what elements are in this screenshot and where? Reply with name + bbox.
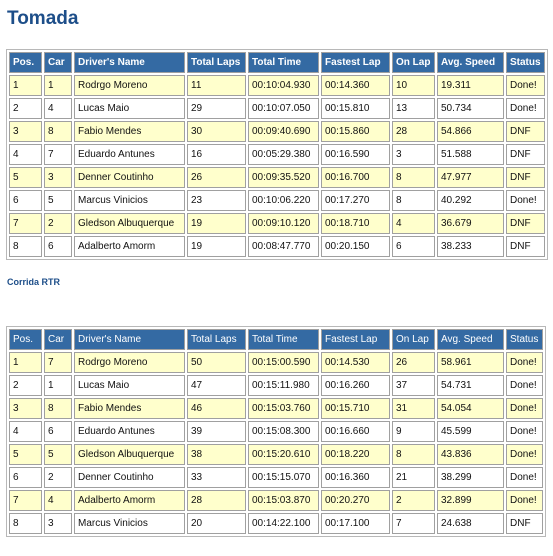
cell-car: 1 <box>44 75 72 96</box>
cell-status: Done! <box>506 352 543 373</box>
table-row <box>9 98 545 119</box>
column-header-car: Car <box>44 329 72 350</box>
cell-total-laps: 11 <box>187 75 246 96</box>
cell-status: Done! <box>506 75 545 96</box>
cell-status: Done! <box>506 467 543 488</box>
column-header-car: Car <box>44 52 72 73</box>
cell-driver-name: Adalberto Amorm <box>74 236 185 257</box>
cell-avg-speed: 58.961 <box>437 352 504 373</box>
table-row <box>9 236 545 257</box>
cell-total-time: 00:15:03.760 <box>248 398 319 419</box>
cell-total-time: 00:14:22.100 <box>248 513 319 534</box>
column-header-fastest-lap: Fastest Lap <box>321 52 390 73</box>
cell-total-time: 00:05:29.380 <box>248 144 319 165</box>
cell-total-time: 00:15:20.610 <box>248 444 319 465</box>
column-header-status: Status <box>506 329 543 350</box>
cell-driver-name: Denner Coutinho <box>74 467 185 488</box>
table-row <box>9 467 543 488</box>
table-row <box>9 121 545 142</box>
cell-total-laps: 38 <box>187 444 246 465</box>
cell-avg-speed: 51.588 <box>437 144 504 165</box>
cell-fastest-lap: 00:14.360 <box>321 75 390 96</box>
cell-driver-name: Marcus Vinicios <box>74 190 185 211</box>
cell-total-time: 00:15:03.870 <box>248 490 319 511</box>
cell-car: 8 <box>44 398 72 419</box>
cell-avg-speed: 36.679 <box>437 213 504 234</box>
cell-avg-speed: 32.899 <box>437 490 504 511</box>
cell-driver-name: Gledson Albuquerque <box>74 444 185 465</box>
cell-avg-speed: 54.731 <box>437 375 504 396</box>
cell-avg-speed: 38.299 <box>437 467 504 488</box>
cell-pos: 4 <box>9 421 42 442</box>
cell-total-laps: 19 <box>187 213 246 234</box>
cell-on-lap: 28 <box>392 121 435 142</box>
cell-driver-name: Eduardo Antunes <box>74 421 185 442</box>
cell-driver-name: Eduardo Antunes <box>74 144 185 165</box>
race-section-title: Corrida RTR <box>7 277 61 287</box>
table-row <box>9 421 543 442</box>
table-row <box>9 213 545 234</box>
cell-on-lap: 8 <box>392 190 435 211</box>
cell-car: 8 <box>44 121 72 142</box>
cell-driver-name: Rodrgo Moreno <box>74 75 185 96</box>
cell-avg-speed: 47.977 <box>437 167 504 188</box>
cell-on-lap: 31 <box>392 398 435 419</box>
table-row <box>9 513 543 534</box>
cell-status: DNF <box>506 167 545 188</box>
cell-pos: 1 <box>9 352 42 373</box>
table-row <box>9 375 543 396</box>
cell-fastest-lap: 00:16.660 <box>321 421 390 442</box>
cell-on-lap: 26 <box>392 352 435 373</box>
cell-driver-name: Gledson Albuquerque <box>74 213 185 234</box>
cell-car: 5 <box>44 190 72 211</box>
cell-pos: 3 <box>9 121 42 142</box>
column-header-pos: Pos. <box>9 329 42 350</box>
cell-on-lap: 2 <box>392 490 435 511</box>
table-row <box>9 444 543 465</box>
cell-car: 2 <box>44 213 72 234</box>
table-row <box>9 167 545 188</box>
cell-avg-speed: 45.599 <box>437 421 504 442</box>
cell-status: DNF <box>506 213 545 234</box>
cell-fastest-lap: 00:20.150 <box>321 236 390 257</box>
column-header-on-lap: On Lap <box>392 52 435 73</box>
cell-on-lap: 3 <box>392 144 435 165</box>
cell-on-lap: 13 <box>392 98 435 119</box>
cell-total-time: 00:09:40.690 <box>248 121 319 142</box>
cell-car: 1 <box>44 375 72 396</box>
cell-pos: 5 <box>9 444 42 465</box>
cell-on-lap: 21 <box>392 467 435 488</box>
table-header-row <box>9 52 545 73</box>
cell-pos: 7 <box>9 213 42 234</box>
cell-total-time: 00:15:08.300 <box>248 421 319 442</box>
column-header-status: Status <box>506 52 545 73</box>
cell-total-laps: 28 <box>187 490 246 511</box>
cell-fastest-lap: 00:15.810 <box>321 98 390 119</box>
cell-total-laps: 33 <box>187 467 246 488</box>
cell-car: 6 <box>44 421 72 442</box>
cell-avg-speed: 38.233 <box>437 236 504 257</box>
cell-total-time: 00:15:00.590 <box>248 352 319 373</box>
cell-driver-name: Lucas Maio <box>74 98 185 119</box>
cell-total-time: 00:09:10.120 <box>248 213 319 234</box>
cell-car: 3 <box>44 167 72 188</box>
column-header-avg-speed: Avg. Speed <box>437 329 504 350</box>
cell-total-laps: 16 <box>187 144 246 165</box>
cell-status: DNF <box>506 144 545 165</box>
column-header-fastest-lap: Fastest Lap <box>321 329 390 350</box>
cell-driver-name: Adalberto Amorm <box>74 490 185 511</box>
page-title: Tomada <box>7 8 79 29</box>
cell-status: Done! <box>506 398 543 419</box>
cell-on-lap: 4 <box>392 213 435 234</box>
cell-driver-name: Denner Coutinho <box>74 167 185 188</box>
cell-pos: 6 <box>9 190 42 211</box>
cell-fastest-lap: 00:15.860 <box>321 121 390 142</box>
table-row <box>9 144 545 165</box>
cell-status: Done! <box>506 490 543 511</box>
cell-on-lap: 8 <box>392 444 435 465</box>
cell-status: Done! <box>506 444 543 465</box>
cell-fastest-lap: 00:18.220 <box>321 444 390 465</box>
cell-total-laps: 20 <box>187 513 246 534</box>
cell-total-laps: 19 <box>187 236 246 257</box>
cell-total-time: 00:09:35.520 <box>248 167 319 188</box>
cell-total-laps: 47 <box>187 375 246 396</box>
race-results-table <box>6 326 546 537</box>
cell-avg-speed: 24.638 <box>437 513 504 534</box>
cell-car: 5 <box>44 444 72 465</box>
cell-on-lap: 8 <box>392 167 435 188</box>
cell-car: 3 <box>44 513 72 534</box>
column-header-total-laps: Total Laps <box>187 52 246 73</box>
cell-total-laps: 46 <box>187 398 246 419</box>
cell-total-time: 00:08:47.770 <box>248 236 319 257</box>
cell-status: DNF <box>506 121 545 142</box>
cell-total-laps: 29 <box>187 98 246 119</box>
cell-on-lap: 6 <box>392 236 435 257</box>
column-header-pos: Pos. <box>9 52 42 73</box>
cell-fastest-lap: 00:20.270 <box>321 490 390 511</box>
column-header-driver-name: Driver's Name <box>74 52 185 73</box>
cell-on-lap: 7 <box>392 513 435 534</box>
cell-pos: 5 <box>9 167 42 188</box>
cell-pos: 3 <box>9 398 42 419</box>
cell-total-laps: 30 <box>187 121 246 142</box>
cell-fastest-lap: 00:17.270 <box>321 190 390 211</box>
table-row <box>9 490 543 511</box>
table-header-row <box>9 329 543 350</box>
cell-status: DNF <box>506 236 545 257</box>
cell-pos: 8 <box>9 236 42 257</box>
cell-on-lap: 37 <box>392 375 435 396</box>
column-header-total-time: Total Time <box>248 329 319 350</box>
qualifying-results-table <box>6 49 548 260</box>
cell-fastest-lap: 00:16.260 <box>321 375 390 396</box>
cell-pos: 2 <box>9 98 42 119</box>
cell-status: DNF <box>506 513 543 534</box>
cell-avg-speed: 54.054 <box>437 398 504 419</box>
cell-pos: 2 <box>9 375 42 396</box>
column-header-on-lap: On Lap <box>392 329 435 350</box>
cell-avg-speed: 43.836 <box>437 444 504 465</box>
cell-status: Done! <box>506 98 545 119</box>
cell-status: Done! <box>506 421 543 442</box>
table-row <box>9 352 543 373</box>
cell-driver-name: Fabio Mendes <box>74 398 185 419</box>
column-header-total-time: Total Time <box>248 52 319 73</box>
cell-fastest-lap: 00:18.710 <box>321 213 390 234</box>
cell-total-time: 00:15:11.980 <box>248 375 319 396</box>
cell-avg-speed: 54.866 <box>437 121 504 142</box>
cell-driver-name: Lucas Maio <box>74 375 185 396</box>
cell-car: 6 <box>44 236 72 257</box>
cell-car: 7 <box>44 352 72 373</box>
cell-fastest-lap: 00:15.710 <box>321 398 390 419</box>
cell-total-laps: 39 <box>187 421 246 442</box>
cell-car: 4 <box>44 490 72 511</box>
cell-avg-speed: 40.292 <box>437 190 504 211</box>
cell-on-lap: 10 <box>392 75 435 96</box>
cell-driver-name: Marcus Vinicios <box>74 513 185 534</box>
cell-total-time: 00:15:15.070 <box>248 467 319 488</box>
cell-on-lap: 9 <box>392 421 435 442</box>
table-row <box>9 398 543 419</box>
cell-pos: 8 <box>9 513 42 534</box>
cell-fastest-lap: 00:17.100 <box>321 513 390 534</box>
cell-total-laps: 26 <box>187 167 246 188</box>
cell-total-time: 00:10:04.930 <box>248 75 319 96</box>
cell-fastest-lap: 00:16.360 <box>321 467 390 488</box>
column-header-total-laps: Total Laps <box>187 329 246 350</box>
cell-status: Done! <box>506 375 543 396</box>
cell-fastest-lap: 00:14.530 <box>321 352 390 373</box>
table-row <box>9 190 545 211</box>
cell-avg-speed: 50.734 <box>437 98 504 119</box>
cell-pos: 6 <box>9 467 42 488</box>
table-row <box>9 75 545 96</box>
cell-total-time: 00:10:07.050 <box>248 98 319 119</box>
cell-total-laps: 23 <box>187 190 246 211</box>
cell-fastest-lap: 00:16.590 <box>321 144 390 165</box>
cell-avg-speed: 19.311 <box>437 75 504 96</box>
column-header-driver-name: Driver's Name <box>74 329 185 350</box>
cell-car: 2 <box>44 467 72 488</box>
cell-driver-name: Fabio Mendes <box>74 121 185 142</box>
cell-car: 7 <box>44 144 72 165</box>
cell-total-time: 00:10:06.220 <box>248 190 319 211</box>
cell-status: Done! <box>506 190 545 211</box>
cell-car: 4 <box>44 98 72 119</box>
column-header-avg-speed: Avg. Speed <box>437 52 504 73</box>
cell-pos: 4 <box>9 144 42 165</box>
cell-pos: 7 <box>9 490 42 511</box>
cell-total-laps: 50 <box>187 352 246 373</box>
cell-driver-name: Rodrgo Moreno <box>74 352 185 373</box>
cell-pos: 1 <box>9 75 42 96</box>
cell-fastest-lap: 00:16.700 <box>321 167 390 188</box>
